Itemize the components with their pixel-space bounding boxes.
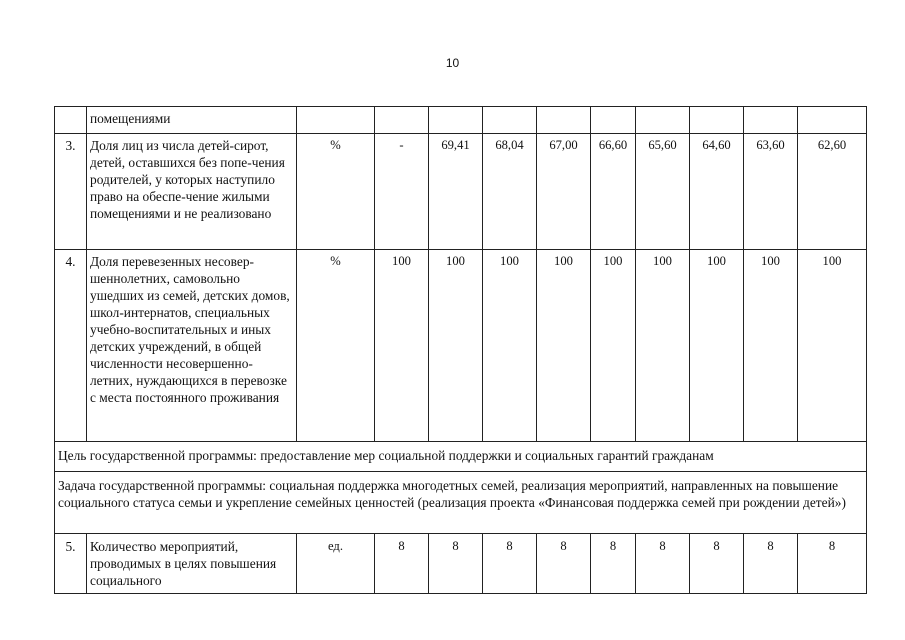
row-number: 3. — [55, 134, 87, 250]
goal-row — [55, 442, 867, 472]
value-cell: 100 — [483, 250, 537, 442]
value-cell — [690, 107, 744, 134]
program-task-text: Задача государственной программы: социальная поддержка многодетных семей, реализация мероприятий, направленных на повышение социального статуса семьи и укрепление семейных ценностей (реализация проекта «Финансовая поддержка семей при рождении детей») — [55, 472, 867, 534]
unit-cell: ед. — [297, 534, 375, 594]
value-cell: 63,60 — [744, 134, 798, 250]
value-cell: 8 — [690, 534, 744, 594]
row-number: 4. — [55, 250, 87, 442]
value-cell: 8 — [591, 534, 636, 594]
value-cell — [537, 107, 591, 134]
value-cell: 100 — [429, 250, 483, 442]
value-cell: 66,60 — [591, 134, 636, 250]
value-cell: 68,04 — [483, 134, 537, 250]
value-cell: 8 — [483, 534, 537, 594]
table-row — [55, 534, 867, 594]
value-cell: 65,60 — [636, 134, 690, 250]
value-cell: 100 — [537, 250, 591, 442]
task-row — [55, 472, 867, 534]
value-cell: 8 — [636, 534, 690, 594]
value-cell: - — [375, 134, 429, 250]
indicator-name: помещениями — [87, 107, 297, 134]
unit-cell: % — [297, 250, 375, 442]
value-cell: 8 — [429, 534, 483, 594]
value-cell — [798, 107, 867, 134]
value-cell: 64,60 — [690, 134, 744, 250]
unit-cell — [297, 107, 375, 134]
value-cell: 100 — [591, 250, 636, 442]
program-goal-text: Цель государственной программы: предоставление мер социальной поддержки и социальных гарантий гражданам — [55, 442, 867, 472]
indicator-name: Доля лиц из числа детей-сирот, детей, оставшихся без попе-чения родителей, у которых наступило право на обеспе-чение жилыми помещениями и не реализовано — [87, 134, 297, 250]
value-cell — [429, 107, 483, 134]
value-cell: 100 — [744, 250, 798, 442]
value-cell: 100 — [798, 250, 867, 442]
unit-cell: % — [297, 134, 375, 250]
table-row — [55, 134, 867, 250]
indicator-name: Доля перевезенных несовер-шеннолетних, самовольно ушедших из семей, детских домов, школ-интернатов, специальных учебно-воспитательных и иных детских учреждений, в общей численности несовершенно-летних, нуждающихся в перевозке с места постоянного проживания — [87, 250, 297, 442]
value-cell: 69,41 — [429, 134, 483, 250]
value-cell — [375, 107, 429, 134]
value-cell: 100 — [636, 250, 690, 442]
value-cell — [636, 107, 690, 134]
page-number: 10 — [445, 56, 460, 70]
value-cell: 8 — [537, 534, 591, 594]
value-cell: 100 — [375, 250, 429, 442]
indicators-table — [54, 106, 867, 594]
value-cell: 100 — [690, 250, 744, 442]
value-cell: 8 — [798, 534, 867, 594]
row-number: 5. — [55, 534, 87, 594]
table-row — [55, 107, 867, 134]
value-cell: 8 — [744, 534, 798, 594]
value-cell: 8 — [375, 534, 429, 594]
value-cell — [591, 107, 636, 134]
value-cell — [744, 107, 798, 134]
table-row — [55, 250, 867, 442]
value-cell: 62,60 — [798, 134, 867, 250]
value-cell — [483, 107, 537, 134]
indicator-name: Количество мероприятий, проводимых в целях повышения социального — [87, 534, 297, 594]
value-cell: 67,00 — [537, 134, 591, 250]
row-number — [55, 107, 87, 134]
